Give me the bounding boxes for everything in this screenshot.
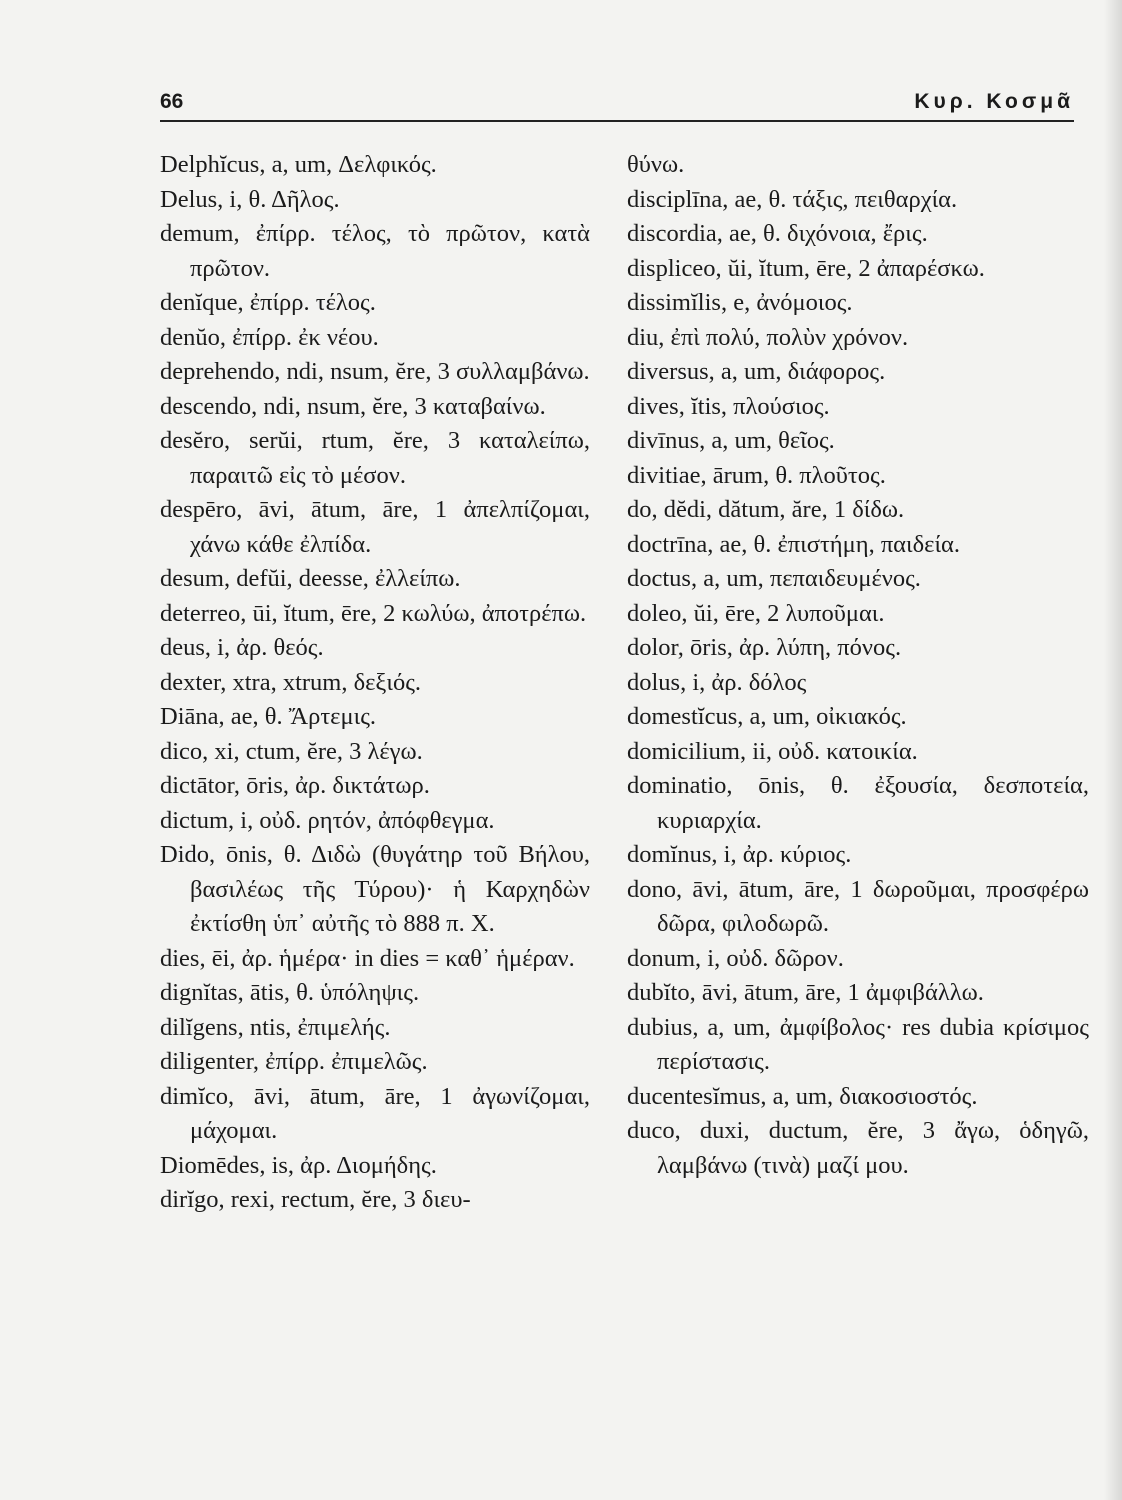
dictionary-entry: domicilium, ii, οὐδ. κατοικία. [627, 737, 918, 765]
dictionary-entry: descendo, ndi, nsum, ĕre, 3 καταβαίνω. [160, 392, 546, 420]
dictionary-entry: demum, ἐπίρρ. τέλος, τὸ πρῶτον, κατὰ πρῶτον. [160, 220, 590, 282]
dictionary-entry: duco, duxi, ductum, ĕre, 3 ἄγω, ὁδηγῶ, λαμβάνω (τινὰ) μαζί μου. [627, 1117, 1089, 1179]
dictionary-entry: dignĭtas, ātis, θ. ὑπόληψις. [160, 979, 420, 1006]
dictionary-entry: domestĭcus, a, um, οἰκιακός. [627, 703, 907, 730]
dictionary-entry: divīnus, a, um, θεῖος. [627, 427, 835, 454]
right-column [627, 148, 1089, 1183]
dictionary-entry: dico, xi, ctum, ĕre, 3 λέγω. [160, 737, 423, 765]
page-number: 66 [160, 90, 184, 113]
dictionary-entry: desum, defŭi, deesse, ἐλλείπω. [160, 565, 461, 592]
dictionary-entry: desĕro, serŭi, rtum, ĕre, 3 καταλείπω, παραιτῶ εἰς τὸ μέσον. [160, 427, 590, 489]
dictionary-entry: doleo, ŭi, ēre, 2 λυποῦμαι. [627, 599, 885, 627]
dictionary-entry: deus, i, ἀρ. θεός. [160, 634, 324, 661]
dictionary-entry: dictum, i, οὐδ. ρητόν, ἀπόφθεγμα. [160, 806, 495, 834]
dictionary-entry: donum, i, οὐδ. δῶρον. [627, 944, 844, 972]
dictionary-entry: domĭnus, i, ἀρ. κύριος. [627, 841, 852, 868]
dictionary-entry: do, dĕdi, dătum, ăre, 1 δίδω. [627, 496, 905, 523]
dictionary-entry: dubĭto, āvi, ātum, āre, 1 ἀμφιβάλλω. [627, 979, 984, 1006]
dictionary-entry: Dido, ōnis, θ. Διδὼ (θυγάτηρ τοῦ Βήλου, βασιλέως τῆς Τύρου)· ἡ Καρχηδὼν ἐκτίσθη ὑπ᾽ αὐτῆς τὸ 888 π. Χ. [160, 841, 590, 937]
dictionary-entry: diligenter, ἐπίρρ. ἐπιμελῶς. [160, 1048, 428, 1075]
dictionary-entry: discordia, ae, θ. διχόνοια, ἔρις. [627, 220, 928, 247]
dictionary-entry: dirĭgo, rexi, rectum, ĕre, 3 διευ- [160, 1186, 471, 1213]
dictionary-entry: doctrīna, ae, θ. ἐπιστήμη, παιδεία. [627, 530, 960, 558]
dictionary-entry: diversus, a, um, διάφορος. [627, 358, 886, 385]
dictionary-entry: denĭque, ἐπίρρ. τέλος. [160, 289, 376, 316]
dictionary-entry: dictātor, ōris, ἀρ. δικτάτωρ. [160, 772, 430, 799]
dictionary-entry: Diomēdes, is, ἀρ. Διομήδης. [160, 1151, 437, 1179]
running-title: Κυρ. Κοσμᾶ [914, 90, 1074, 113]
page-header [160, 86, 1074, 122]
dictionary-entry: dolor, ōris, ἀρ. λύπη, πόνος. [627, 634, 902, 661]
dictionary-entry: displiceo, ŭi, ĭtum, ēre, 2 ἀπαρέσκω. [627, 254, 985, 282]
dictionary-entry: deterreo, ūi, ĭtum, ēre, 2 κωλύω, ἀποτρέπω. [160, 599, 587, 627]
dictionary-entry: divitiae, ārum, θ. πλοῦτος. [627, 461, 886, 489]
dictionary-entry: despēro, āvi, ātum, āre, 1 ἀπελπίζομαι, χάνω κάθε ἐλπίδα. [160, 496, 590, 558]
dictionary-entry: dono, āvi, ātum, āre, 1 δωροῦμαι, προσφέρω δῶρα, φιλοδωρῶ. [627, 875, 1089, 937]
dictionary-entry: Delphĭcus, a, um, Δελφικός. [160, 151, 437, 178]
dictionary-entry: disciplīna, ae, θ. τάξις, πειθαρχία. [627, 185, 958, 213]
left-column [160, 148, 590, 1218]
dictionary-entry: dubius, a, um, ἀμφίβολος· res dubia κρίσιμος περίστασις. [627, 1013, 1089, 1075]
dictionary-entry: deprehendo, ndi, nsum, ĕre, 3 συλλαμβάνω. [160, 358, 590, 385]
dictionary-entry: doctus, a, um, πεπαιδευμένος. [627, 565, 921, 592]
dictionary-entry: dolus, i, ἀρ. δόλος [627, 668, 807, 696]
dictionary-entry: Diāna, ae, θ. Ἄρτεμις. [160, 703, 377, 730]
dictionary-entry: diu, ἐπὶ πολύ, πολὺν χρόνον. [627, 323, 909, 351]
dictionary-entry: dominatio, ōnis, θ. ἐξουσία, δεσποτεία, κυριαρχία. [627, 772, 1089, 834]
dictionary-entry: dimĭco, āvi, ātum, āre, 1 ἀγωνίζομαι, μάχομαι. [160, 1082, 590, 1144]
dictionary-entry: θύνω. [627, 151, 685, 178]
dictionary-entry: dexter, xtra, xtrum, δεξιός. [160, 668, 422, 696]
dictionary-entry: dives, ĭtis, πλούσιος. [627, 392, 830, 420]
dictionary-entry: ducentesĭmus, a, um, διακοσιοστός. [627, 1082, 978, 1110]
dictionary-entry: dissimĭlis, e, ἀνόμοιος. [627, 289, 853, 316]
page-edge-shadow [1104, 0, 1122, 1500]
dictionary-entry: denŭo, ἐπίρρ. ἐκ νέου. [160, 323, 379, 351]
dictionary-entry: dies, ēi, ἀρ. ἡμέρα· in dies = καθ᾽ ἡμέραν. [160, 944, 575, 972]
dictionary-entry: Delus, i, θ. Δῆλος. [160, 185, 340, 213]
dictionary-entry: dilĭgens, ntis, ἐπιμελής. [160, 1013, 391, 1041]
